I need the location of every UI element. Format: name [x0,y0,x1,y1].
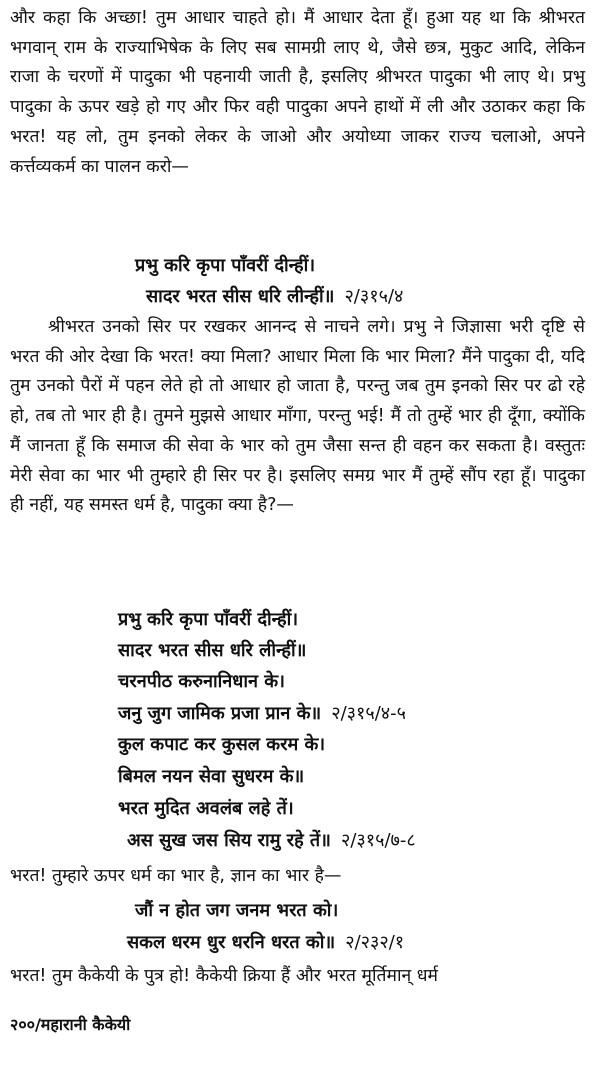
verse-text: अस सुख जस सिय रामु रहे तें॥ [127,830,331,851]
verse-reference: २/२३२/१ [345,932,405,953]
paragraph-2: श्रीभरत उनको सिर पर रखकर आनन्द से नाचने लगे। प्रभु ने जिज्ञासा भरी दृष्टि से भरत की ओर देखा कि भरत! क्या मिला? आधार मिला कि भार मिला? मैंने पादुका दी, यदि तुम उनको पैरों में पहन लेते हो तो आधार हो जाता है, परन्तु जब तुम इनको सिर पर ढो रहे हो, तब तो भार ही है। तुमने मुझसे आधार माँगा, परन्तु भई! मैं तो तुम्हें भार ही दूँगा, क्योंकि मैं जानता हूँ कि समाज की सेवा के भार को तुम जैसा सन्त ही वहन कर सकता है। वस्तुतः मेरी सेवा का भार भी तुम्हारे ही सिर पर है। इसलिए समग्र भार मैं तुम्हें सौंप रहा हूँ। पादुका ही नहीं, यह समस्त धर्म है, पादुका क्या है?— [10,317,585,516]
verse-2-line-5 [118,730,335,760]
verse-2-line-8 [127,826,416,856]
paragraph-1: और कहा कि अच्छा! तुम आधार चाहते हो। मैं आधार देता हूँ। हुआ यह था कि श्रीभरत भगवान् राम के राज्याभिषेक के लिए सब सामग्री लाए थे, जैसे छत्र, मुकुट आदि, लेकिन राजा के चरणों में पादुका भी पहनायी जाती है, इसलिए श्रीभरत पादुका भी लाए थे। प्रभु पादुका के ऊपर खड़े हो गए और फिर वही पादुका अपने हाथों में ली और उठाकर कहा कि भरत! यह लो, तुम इनको लेकर के जाओ और अयोध्या जाकर राज्य चलाओ, अपने कर्त्तव्यकर्म का पालन करो— [10,8,585,177]
verse-text: कुल कपाट कर कुसल करम के। [118,734,326,755]
verse-reference: २/३१५/७-८ [340,830,416,851]
verse-text: जौं न होत जग जनम भरत को। [135,900,339,921]
page-footer: २००/महारानी कैकेयी [10,1015,131,1034]
verse-text: जनु जुग जामिक प्रजा प्रान के॥ [118,703,322,724]
verse-2-line-7 [118,794,304,824]
verse-text: चरनपीठ करुनानिधान के। [118,671,285,692]
verse-text: प्रभु करि कृपा पाँवरीं दीन्हीं। [135,255,316,276]
verse-text: सादर भरत सीस धरि लीन्हीं॥ [146,286,335,307]
verse-2-line-6 [118,762,314,792]
verse-2-line-4 [118,699,406,729]
verse-text: सकल धरम धुर धरनि धरत को॥ [127,932,336,953]
verse-text: सादर भरत सीस धरि लीन्हीं॥ [118,640,307,661]
paragraph-3: भरत! तुम्हारे ऊपर धर्म का भार है, ज्ञान का भार है— [10,866,342,886]
verse-1-line-2 [146,282,403,312]
verse-text: भरत मुदित अवलंब लहे तें। [118,798,294,819]
verse-reference: २/३१५/४-५ [331,703,406,724]
paragraph-4: भरत! तुम कैकेयी के पुत्र हो! कैकेयी क्रिया हैं और भरत मूर्तिमान् धर्म [10,966,438,986]
verse-text: बिमल नयन सेवा सुधरम के॥ [118,766,305,787]
verse-text: प्रभु करि कृपा पाँवरीं दीन्हीं। [118,609,299,630]
verse-3-line-2 [127,928,404,958]
verse-reference: २/३१५/४ [344,286,404,307]
verse-1-line-1 [135,251,325,281]
verse-2-line-1 [118,605,308,635]
verse-2-line-2 [118,636,316,666]
verse-3-line-1 [135,896,348,926]
verse-2-line-3 [118,667,295,697]
